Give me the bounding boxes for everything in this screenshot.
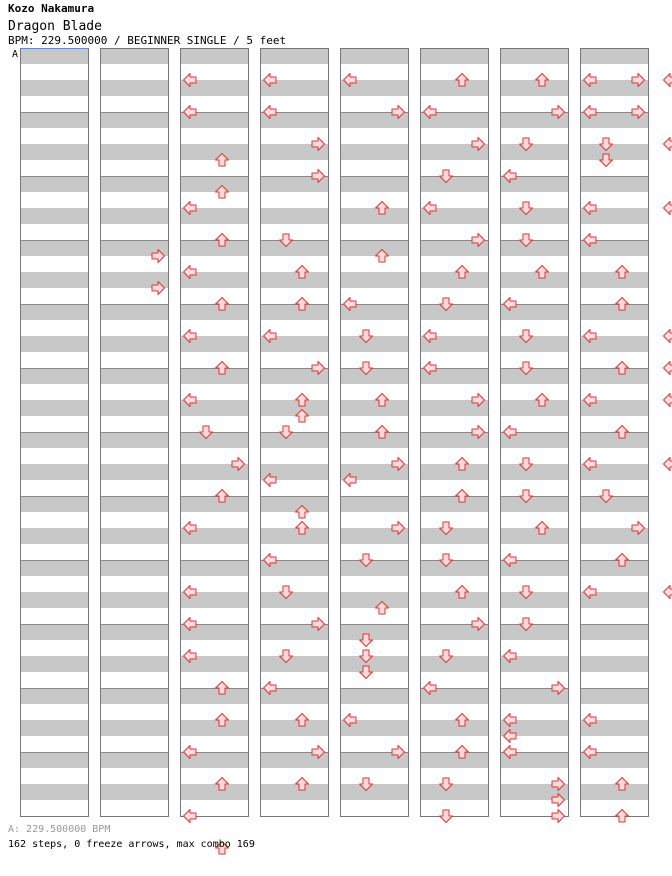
beat-stripe	[260, 528, 328, 544]
beat-stripe	[180, 304, 248, 320]
beat-stripe	[100, 720, 168, 736]
beat-stripe	[420, 272, 488, 288]
beat-stripe	[500, 464, 568, 480]
beat-stripe	[580, 272, 648, 288]
beat-stripe	[100, 48, 168, 64]
beat-stripe	[340, 272, 408, 288]
beat-stripe	[20, 720, 88, 736]
beat-stripe	[100, 752, 168, 768]
beat-stripe	[260, 304, 328, 320]
beat-stripe	[20, 80, 88, 96]
arrow-left-icon	[664, 362, 672, 375]
beat-stripe	[180, 240, 248, 256]
beat-stripe	[420, 656, 488, 672]
arrow-up-icon	[616, 810, 629, 823]
beat-stripe	[20, 336, 88, 352]
beat-stripe	[580, 784, 648, 800]
beat-stripe	[340, 208, 408, 224]
beat-stripe	[260, 272, 328, 288]
beat-stripe	[340, 144, 408, 160]
beat-stripe	[20, 208, 88, 224]
beat-stripe	[340, 336, 408, 352]
beat-stripe	[180, 688, 248, 704]
beat-stripe	[20, 176, 88, 192]
song-title: Dragon Blade	[8, 19, 102, 34]
beat-stripe	[180, 720, 248, 736]
beat-stripe	[260, 208, 328, 224]
arrow-right-icon	[552, 810, 565, 823]
beat-stripe	[340, 688, 408, 704]
beat-stripe	[500, 272, 568, 288]
beat-stripe	[260, 720, 328, 736]
beat-stripe	[500, 624, 568, 640]
beat-stripe	[500, 400, 568, 416]
beat-stripe	[20, 464, 88, 480]
beat-stripe	[100, 112, 168, 128]
beat-stripe	[580, 432, 648, 448]
beat-stripe	[580, 48, 648, 64]
arrow-left-icon	[664, 458, 672, 471]
bpm-legend: A: 229.500000 BPM	[8, 824, 111, 835]
beat-stripe	[100, 176, 168, 192]
beat-stripe	[500, 336, 568, 352]
beat-stripe	[340, 784, 408, 800]
beat-stripe	[100, 560, 168, 576]
beat-stripe	[100, 528, 168, 544]
arrow-down-icon	[440, 810, 453, 823]
beat-stripe	[500, 592, 568, 608]
arrow-left-icon	[664, 330, 672, 343]
beat-stripe	[20, 592, 88, 608]
beat-stripe	[420, 720, 488, 736]
arrow-left-icon	[664, 394, 672, 407]
beat-stripe	[500, 48, 568, 64]
beat-stripe	[580, 688, 648, 704]
beat-stripe	[420, 464, 488, 480]
bpm-marker-label: A	[12, 49, 19, 60]
beat-stripe	[340, 656, 408, 672]
beat-stripe	[260, 240, 328, 256]
beat-stripe	[20, 272, 88, 288]
beat-stripe	[340, 48, 408, 64]
beat-stripe	[260, 496, 328, 512]
chart-meta: BPM: 229.500000 / BEGINNER SINGLE / 5 feet	[8, 34, 287, 47]
beat-stripe	[20, 48, 88, 64]
beat-stripe	[420, 592, 488, 608]
beat-stripe	[580, 304, 648, 320]
beat-stripe	[20, 784, 88, 800]
beat-stripe	[500, 144, 568, 160]
beat-stripe	[100, 784, 168, 800]
beat-stripe	[580, 656, 648, 672]
beat-stripe	[580, 368, 648, 384]
beat-stripe	[500, 80, 568, 96]
beat-stripe	[180, 144, 248, 160]
beat-stripe	[20, 560, 88, 576]
beat-stripe	[20, 240, 88, 256]
beat-stripe	[340, 560, 408, 576]
beat-stripe	[340, 592, 408, 608]
beat-stripe	[420, 80, 488, 96]
beat-stripe	[100, 592, 168, 608]
beat-stripe	[100, 336, 168, 352]
beat-stripe	[20, 304, 88, 320]
beat-stripe	[260, 784, 328, 800]
beat-stripe	[580, 176, 648, 192]
beat-stripe	[500, 528, 568, 544]
beat-stripe	[500, 368, 568, 384]
beat-stripe	[20, 688, 88, 704]
beat-stripe	[500, 240, 568, 256]
beat-stripe	[420, 304, 488, 320]
beat-stripe	[340, 432, 408, 448]
beat-stripe	[340, 496, 408, 512]
beat-stripe	[580, 496, 648, 512]
beat-stripe	[180, 176, 248, 192]
beat-stripe	[180, 560, 248, 576]
beat-stripe	[100, 496, 168, 512]
beat-stripe	[420, 560, 488, 576]
arrow-left-icon	[664, 202, 672, 215]
beat-stripe	[20, 528, 88, 544]
beat-stripe	[500, 208, 568, 224]
beat-stripe	[260, 400, 328, 416]
beat-stripe	[100, 368, 168, 384]
beat-stripe	[340, 368, 408, 384]
beat-stripe	[20, 368, 88, 384]
beat-stripe	[420, 176, 488, 192]
beat-stripe	[580, 560, 648, 576]
beat-stripe	[180, 784, 248, 800]
beat-stripe	[580, 144, 648, 160]
arrow-left-icon	[664, 138, 672, 151]
beat-stripe	[100, 304, 168, 320]
beat-stripe	[260, 432, 328, 448]
beat-stripe	[20, 144, 88, 160]
artist-name: Kozo Nakamura	[8, 2, 95, 15]
beat-stripe	[100, 80, 168, 96]
beat-stripe	[420, 784, 488, 800]
beat-stripe	[100, 464, 168, 480]
beat-stripe	[20, 752, 88, 768]
beat-stripe	[20, 432, 88, 448]
beat-stripe	[180, 48, 248, 64]
beat-stripe	[100, 656, 168, 672]
beat-stripe	[100, 208, 168, 224]
arrow-left-icon	[664, 74, 672, 87]
beat-stripe	[20, 112, 88, 128]
beat-stripe	[340, 400, 408, 416]
beat-stripe	[20, 496, 88, 512]
beat-stripe	[420, 496, 488, 512]
beat-stripe	[340, 624, 408, 640]
beat-stripe	[260, 592, 328, 608]
beat-stripe	[100, 400, 168, 416]
beat-stripe	[260, 656, 328, 672]
beat-stripe	[100, 144, 168, 160]
beat-stripe	[180, 432, 248, 448]
beat-stripe	[340, 240, 408, 256]
arrow-left-icon	[664, 586, 672, 599]
beat-stripe	[580, 624, 648, 640]
beat-stripe	[100, 688, 168, 704]
beat-stripe	[500, 496, 568, 512]
beat-stripe	[420, 528, 488, 544]
beat-stripe	[20, 624, 88, 640]
beat-stripe	[20, 400, 88, 416]
beat-stripe	[180, 496, 248, 512]
beat-stripe	[420, 752, 488, 768]
beat-stripe	[340, 176, 408, 192]
beat-stripe	[100, 624, 168, 640]
beat-stripe	[180, 368, 248, 384]
beat-stripe	[20, 656, 88, 672]
arrow-left-icon	[184, 810, 197, 823]
beat-stripe	[100, 432, 168, 448]
beat-stripe	[260, 48, 328, 64]
beat-stripe	[420, 48, 488, 64]
step-stats: 162 steps, 0 freeze arrows, max combo 169	[8, 839, 255, 850]
